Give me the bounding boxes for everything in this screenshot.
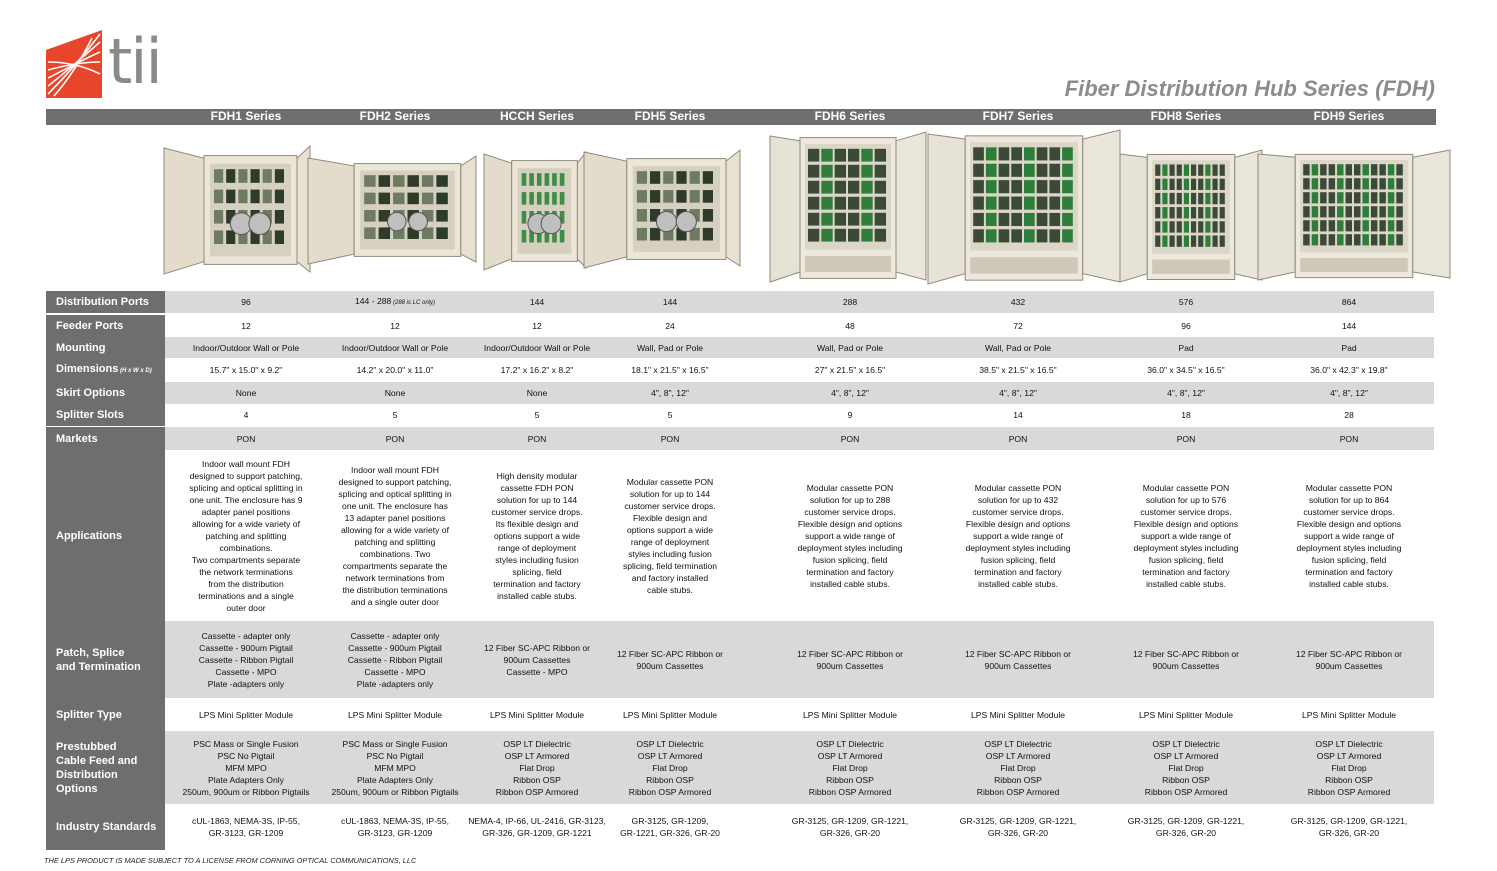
table-cell: Modular cassette PON solution for up to 576 customer service drops. Flexible design and options support a wide range of deployment styles including fusion splicing, field termination and factory installed cable stubs. <box>1133 482 1239 589</box>
table-cell: 18 <box>1181 410 1191 420</box>
row-label: Mounting <box>46 337 165 358</box>
row-label: Industry Standards <box>46 804 165 850</box>
series-heading: FDH2 Series <box>359 109 431 123</box>
table-cell: PON <box>527 433 547 444</box>
table-cell: Indoor/Outdoor Wall or Pole <box>483 342 591 353</box>
cabinet-photo-icon <box>768 128 928 288</box>
row-label: Applications <box>46 450 165 621</box>
table-cell: LPS Mini Splitter Module <box>622 709 718 720</box>
table-cell: 48 <box>845 321 855 331</box>
cabinet-photo-icon <box>926 126 1122 290</box>
table-cell: 288 <box>842 297 858 307</box>
table-cell: GR-3125, GR-1209, GR-1221, GR-326, GR-20 <box>959 816 1077 838</box>
table-cell: Indoor/Outdoor Wall or Pole <box>192 342 300 353</box>
table-cell: 28 <box>1344 410 1354 420</box>
table-cell: 12 Fiber SC-APC Ribbon or 900um Cassettes <box>964 648 1072 671</box>
table-cell: 12 Fiber SC-APC Ribbon or 900um Cassettes <box>796 648 904 671</box>
table-cell: 12 Fiber SC-APC Ribbon or 900um Cassettes <box>616 648 724 671</box>
table-cell: OSP LT Dielectric OSP LT Armored Flat Drop Ribbon OSP Ribbon OSP Armored <box>976 738 1060 797</box>
table-cell: 38.5" x 21.5" x 16.5" <box>979 365 1057 375</box>
table-row <box>165 427 1434 450</box>
document-title: Fiber Distribution Hub Series (FDH) <box>1064 76 1435 101</box>
table-cell: LPS Mini Splitter Module <box>1138 709 1234 720</box>
table-cell: OSP LT Dielectric OSP LT Armored Flat Drop Ribbon OSP Ribbon OSP Armored <box>1144 738 1228 797</box>
table-cell: None <box>384 388 406 398</box>
cabinet-photo-icon <box>482 148 588 274</box>
table-row <box>165 358 1434 382</box>
table-cell: 9 <box>847 410 853 420</box>
table-cell: 4", 8", 12" <box>651 388 689 398</box>
table-cell: cUL-1863, NEMA-3S, IP-55, GR-3123, GR-1209 <box>341 816 449 838</box>
table-cell: 14 <box>1013 410 1023 420</box>
cabinet-photo-icon <box>1118 146 1264 288</box>
table-cell: PON <box>1339 433 1359 444</box>
series-heading: FDH8 Series <box>1150 109 1222 123</box>
series-heading: FDH6 Series <box>814 109 886 123</box>
table-cell: LPS Mini Splitter Module <box>970 709 1066 720</box>
table-cell: 18.1" x 21.5" x 16.5" <box>631 365 709 375</box>
series-heading: HCCH Series <box>499 109 575 123</box>
table-cell: 12 Fiber SC-APC Ribbon or 900um Cassettes <box>1132 648 1240 671</box>
table-cell: PON <box>840 433 860 444</box>
table-cell: 12 Fiber SC-APC Ribbon or 900um Cassettes <box>1295 648 1403 671</box>
table-cell: 15.7" x 15.0" x 9.2" <box>209 365 283 375</box>
table-cell: 12 Fiber SC-APC Ribbon or 900um Cassettes Cassette - MPO <box>483 642 591 677</box>
table-cell: PON <box>385 433 405 444</box>
table-cell: PON <box>1176 433 1196 444</box>
table-cell: 4", 8", 12" <box>1167 388 1205 398</box>
table-cell: 14.2" x 20.0" x 11.0" <box>356 365 434 375</box>
table-cell: OSP LT Dielectric OSP LT Armored Flat Drop Ribbon OSP Ribbon OSP Armored <box>495 738 579 797</box>
table-cell: PON <box>660 433 680 444</box>
table-cell: Modular cassette PON solution for up to 864 customer service drops. Flexible design and options support a wide range of deployment styles including fusion splicing, field termination and factory installed cable stubs. <box>1296 482 1402 589</box>
brand-name: tii <box>108 25 161 98</box>
table-cell: GR-3125, GR-1209, GR-1221, GR-326, GR-20 <box>1127 816 1245 838</box>
cabinet-photo-icon <box>162 142 312 278</box>
table-cell: cUL-1863, NEMA-3S, IP-55, GR-3123, GR-1209 <box>192 816 300 838</box>
cabinet-photo-icon <box>1256 146 1452 286</box>
table-cell: 576 <box>1178 297 1194 307</box>
table-cell: 864 <box>1341 297 1357 307</box>
row-label: Distribution Ports <box>46 291 165 313</box>
table-cell: None <box>526 388 548 398</box>
table-cell: LPS Mini Splitter Module <box>198 709 294 720</box>
table-cell: Indoor wall mount FDH designed to support patching, splicing and optical splitting in one unit. The enclosure has 9 adapter panel positions allowing for a wide variety of patching and splitting combinations. Two compartments separate the network terminations from the distribution terminations and a single outer door <box>189 458 303 613</box>
series-heading: FDH7 Series <box>982 109 1054 123</box>
row-label: Markets <box>46 427 165 450</box>
cabinet-photo-icon <box>582 146 742 272</box>
table-cell: GR-3125, GR-1209, GR-1221, GR-326, GR-20 <box>1290 816 1408 838</box>
table-cell: LPS Mini Splitter Module <box>1301 709 1397 720</box>
table-cell: 24 <box>665 321 675 331</box>
row-label: Feeder Ports <box>46 315 165 337</box>
table-cell: None <box>235 388 257 398</box>
table-cell: OSP LT Dielectric OSP LT Armored Flat Drop Ribbon OSP Ribbon OSP Armored <box>628 738 712 797</box>
series-heading: FDH9 Series <box>1313 109 1385 123</box>
cell-note: (288 is LC only) <box>391 300 436 306</box>
table-cell: 17.2" x 16.2" x 8.2" <box>500 365 574 375</box>
table-cell: Pad <box>1341 342 1357 353</box>
logo-mark-icon <box>44 28 104 98</box>
table-cell: 4", 8", 12" <box>999 388 1037 398</box>
table-cell: 4", 8", 12" <box>831 388 869 398</box>
table-cell: 4 <box>243 410 249 420</box>
table-cell: Wall, Pad or Pole <box>636 342 704 353</box>
table-cell: Modular cassette PON solution for up to 288 customer service drops. Flexible design and options support a wide range of deployment styles including fusion splicing, field termination and factory installed cable stubs. <box>797 482 903 589</box>
tii-logo <box>44 25 174 100</box>
table-cell: LPS Mini Splitter Module <box>347 709 443 720</box>
table-cell: 12 <box>532 321 542 331</box>
table-cell: 4", 8", 12" <box>1330 388 1368 398</box>
series-heading: FDH1 Series <box>210 109 282 123</box>
table-cell: High density modular cassette FDH PON solution for up to 144 customer service drops. Its flexible design and options support a wide range of deployment styles including fusion splicing, field termination and factory installed cable stubs. <box>491 470 583 601</box>
table-cell: 144 <box>529 297 545 307</box>
table-cell: Cassette - adapter only Cassette - 900um Pigtail Cassette - Ribbon Pigtail Cassette - MPO Plate -adapters only <box>198 630 294 689</box>
row-label: Patch, Splice and Termination <box>46 621 165 698</box>
table-cell: PON <box>1008 433 1028 444</box>
table-cell: GR-3125, GR-1209, GR-1221, GR-326, GR-20 <box>620 816 720 838</box>
row-label: Prestubbed Cable Feed and Distribution Options <box>46 731 165 804</box>
table-cell: 27" x 21.5" x 16.5" <box>814 365 886 375</box>
table-cell: 144 <box>662 297 678 307</box>
table-cell: 5 <box>392 410 398 420</box>
table-cell: PSC Mass or Single Fusion PSC No Pigtail MFM MPO Plate Adapters Only 250um, 900um or Ribbon Pigtails <box>182 738 310 797</box>
table-cell: Wall, Pad or Pole <box>984 342 1052 353</box>
table-cell: 12 <box>390 321 400 331</box>
table-cell: Cassette - adapter only Cassette - 900um Pigtail Cassette - Ribbon Pigtail Cassette - MPO Plate -adapters only <box>347 630 443 689</box>
table-cell: Indoor wall mount FDH designed to support patching, splicing and optical splitting in one unit. The enclosure has 13 adapter panel positions allowing for a wide variety of patching and splitting combinations. Two compartments separate the network terminations from the distribution terminations and a single outer door <box>338 464 452 607</box>
table-cell: 72 <box>1013 321 1023 331</box>
table-cell: 12 <box>241 321 251 331</box>
table-cell: Indoor/Outdoor Wall or Pole <box>341 342 449 353</box>
table-cell: LPS Mini Splitter Module <box>802 709 898 720</box>
license-footnote: THE LPS PRODUCT IS MADE SUBJECT TO A LICENSE FROM CORNING OPTICAL COMMUNICATIONS, LLC <box>44 856 417 865</box>
table-row <box>165 382 1434 404</box>
table-cell: PSC Mass or Single Fusion PSC No Pigtail MFM MPO Plate Adapters Only 250um, 900um or Ribbon Pigtails <box>331 738 459 797</box>
table-cell: OSP LT Dielectric OSP LT Armored Flat Drop Ribbon OSP Ribbon OSP Armored <box>1307 738 1391 797</box>
table-cell: 144 - 288 (288 is LC only) <box>354 296 436 306</box>
table-cell: 5 <box>667 410 673 420</box>
table-cell: Modular cassette PON solution for up to 432 customer service drops. Flexible design and options support a wide range of deployment styles including fusion splicing, field termination and factory installed cable stubs. <box>965 482 1071 589</box>
table-cell: 144 <box>1341 321 1357 331</box>
table-cell: Pad <box>1178 342 1194 353</box>
table-cell: 36.0" x 34.5" x 16.5" <box>1147 365 1225 375</box>
table-cell: 5 <box>534 410 540 420</box>
table-cell: 36.0" x 42.3" x 19.8" <box>1310 365 1388 375</box>
table-cell: 96 <box>241 297 251 307</box>
row-label: Splitter Type <box>46 698 165 731</box>
row-label: Skirt Options <box>46 382 165 404</box>
table-row <box>165 404 1434 426</box>
table-cell: PON <box>236 433 256 444</box>
table-cell: LPS Mini Splitter Module <box>489 709 585 720</box>
row-label: Dimensions (H x W x D) <box>46 358 165 382</box>
table-cell: 432 <box>1010 297 1026 307</box>
table-cell: Wall, Pad or Pole <box>816 342 884 353</box>
table-cell: Modular cassette PON solution for up to 144 customer service drops. Flexible design and options support a wide range of deployment styles including fusion splicing, field termination and factory installed cable stubs. <box>622 476 718 595</box>
table-cell: OSP LT Dielectric OSP LT Armored Flat Drop Ribbon OSP Ribbon OSP Armored <box>808 738 892 797</box>
series-heading: FDH5 Series <box>634 109 706 123</box>
table-row <box>165 315 1434 337</box>
table-cell: NEMA-4, IP-66, UL-2416, GR-3123, GR-326, GR-1209, GR-1221 <box>468 816 606 838</box>
cabinet-photo-icon <box>306 152 478 268</box>
row-label: Splitter Slots <box>46 404 165 426</box>
row-label-unit: (H x W x D) <box>118 368 152 374</box>
table-cell: 96 <box>1181 321 1191 331</box>
table-cell: GR-3125, GR-1209, GR-1221, GR-326, GR-20 <box>791 816 909 838</box>
